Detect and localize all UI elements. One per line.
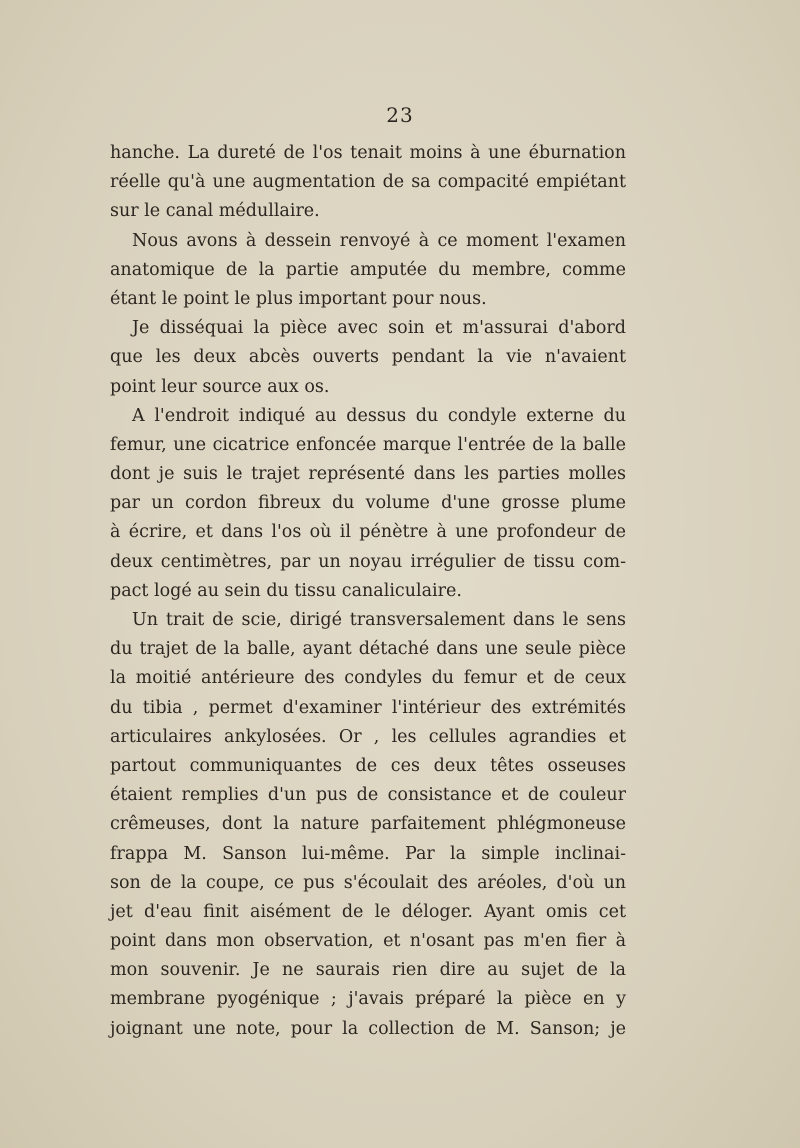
text-line: Nous avons à dessein renvoyé à ce moment l'examen [132,230,626,251]
text-line: point dans mon observation, et n'osant pas m'en fier à [110,931,626,952]
page-number: 23 [386,103,414,127]
text-line: du tibia , permet d'examiner l'intérieur des extrémités [110,697,626,718]
text-line: du trajet de la balle, ayant détaché dans une seule pièce [110,639,626,660]
text-line: femur, une cicatrice enfoncée marque l'entrée de la balle [110,434,626,455]
text-line: membrane pyogénique ; j'avais préparé la pièce en y [110,989,626,1010]
body-text [110,139,626,1044]
text-line: partout communiquantes de ces deux têtes osseuses [110,755,626,776]
text-line: Un trait de scie, dirigé transversalement dans le sens [132,610,626,630]
text-line: point leur source aux os. [110,376,330,397]
text-line: sur le canal médullaire. [110,201,320,222]
text-line: étant le point le plus important pour nous. [110,288,487,309]
text-line: pact logé au sein du tissu canaliculaire. [110,580,462,601]
text-line: A l'endroit indiqué au dessus du condyle externe du [132,405,626,426]
text-line: dont je suis le trajet représenté dans les parties molles [110,464,626,485]
text-line: hanche. La dureté de l'os tenait moins à une éburnation [110,143,626,163]
text-line: par un cordon fibreux du volume d'une grosse plume [110,493,626,514]
text-line: frappa M. Sanson lui-même. Par la simple inclinai- [110,843,626,864]
text-line: articulaires ankylosées. Or , les cellules agrandies et [110,726,626,747]
text-line: à écrire, et dans l'os où il pénètre à une profondeur de [110,522,626,543]
text-line: que les deux abcès ouverts pendant la vie n'avaient [110,347,626,368]
text-line: étaient remplies d'un pus de consistance et de couleur [110,785,626,806]
text-line: réelle qu'à une augmentation de sa compacité empiétant [110,172,626,193]
text-line: joignant une note, pour la collection de M. Sanson; je [110,1018,626,1039]
text-line: mon souvenir. Je ne saurais rien dire au sujet de la [110,960,626,981]
text-line: son de la coupe, ce pus s'écoulait des aréoles, d'où un [110,872,626,893]
text-line: deux centimètres, par un noyau irrégulier de tissu com- [110,551,626,572]
text-line: Je disséquai la pièce avec soin et m'assurai d'abord [132,318,626,339]
text-line: crêmeuses, dont la nature parfaitement phlégmoneuse [110,814,626,835]
text-line: la moitié antérieure des condyles du femur et de ceux [110,668,626,689]
text-line: anatomique de la partie amputée du membre, comme [110,259,626,280]
text-line: jet d'eau finit aisément de le déloger. Ayant omis cet [110,901,626,922]
